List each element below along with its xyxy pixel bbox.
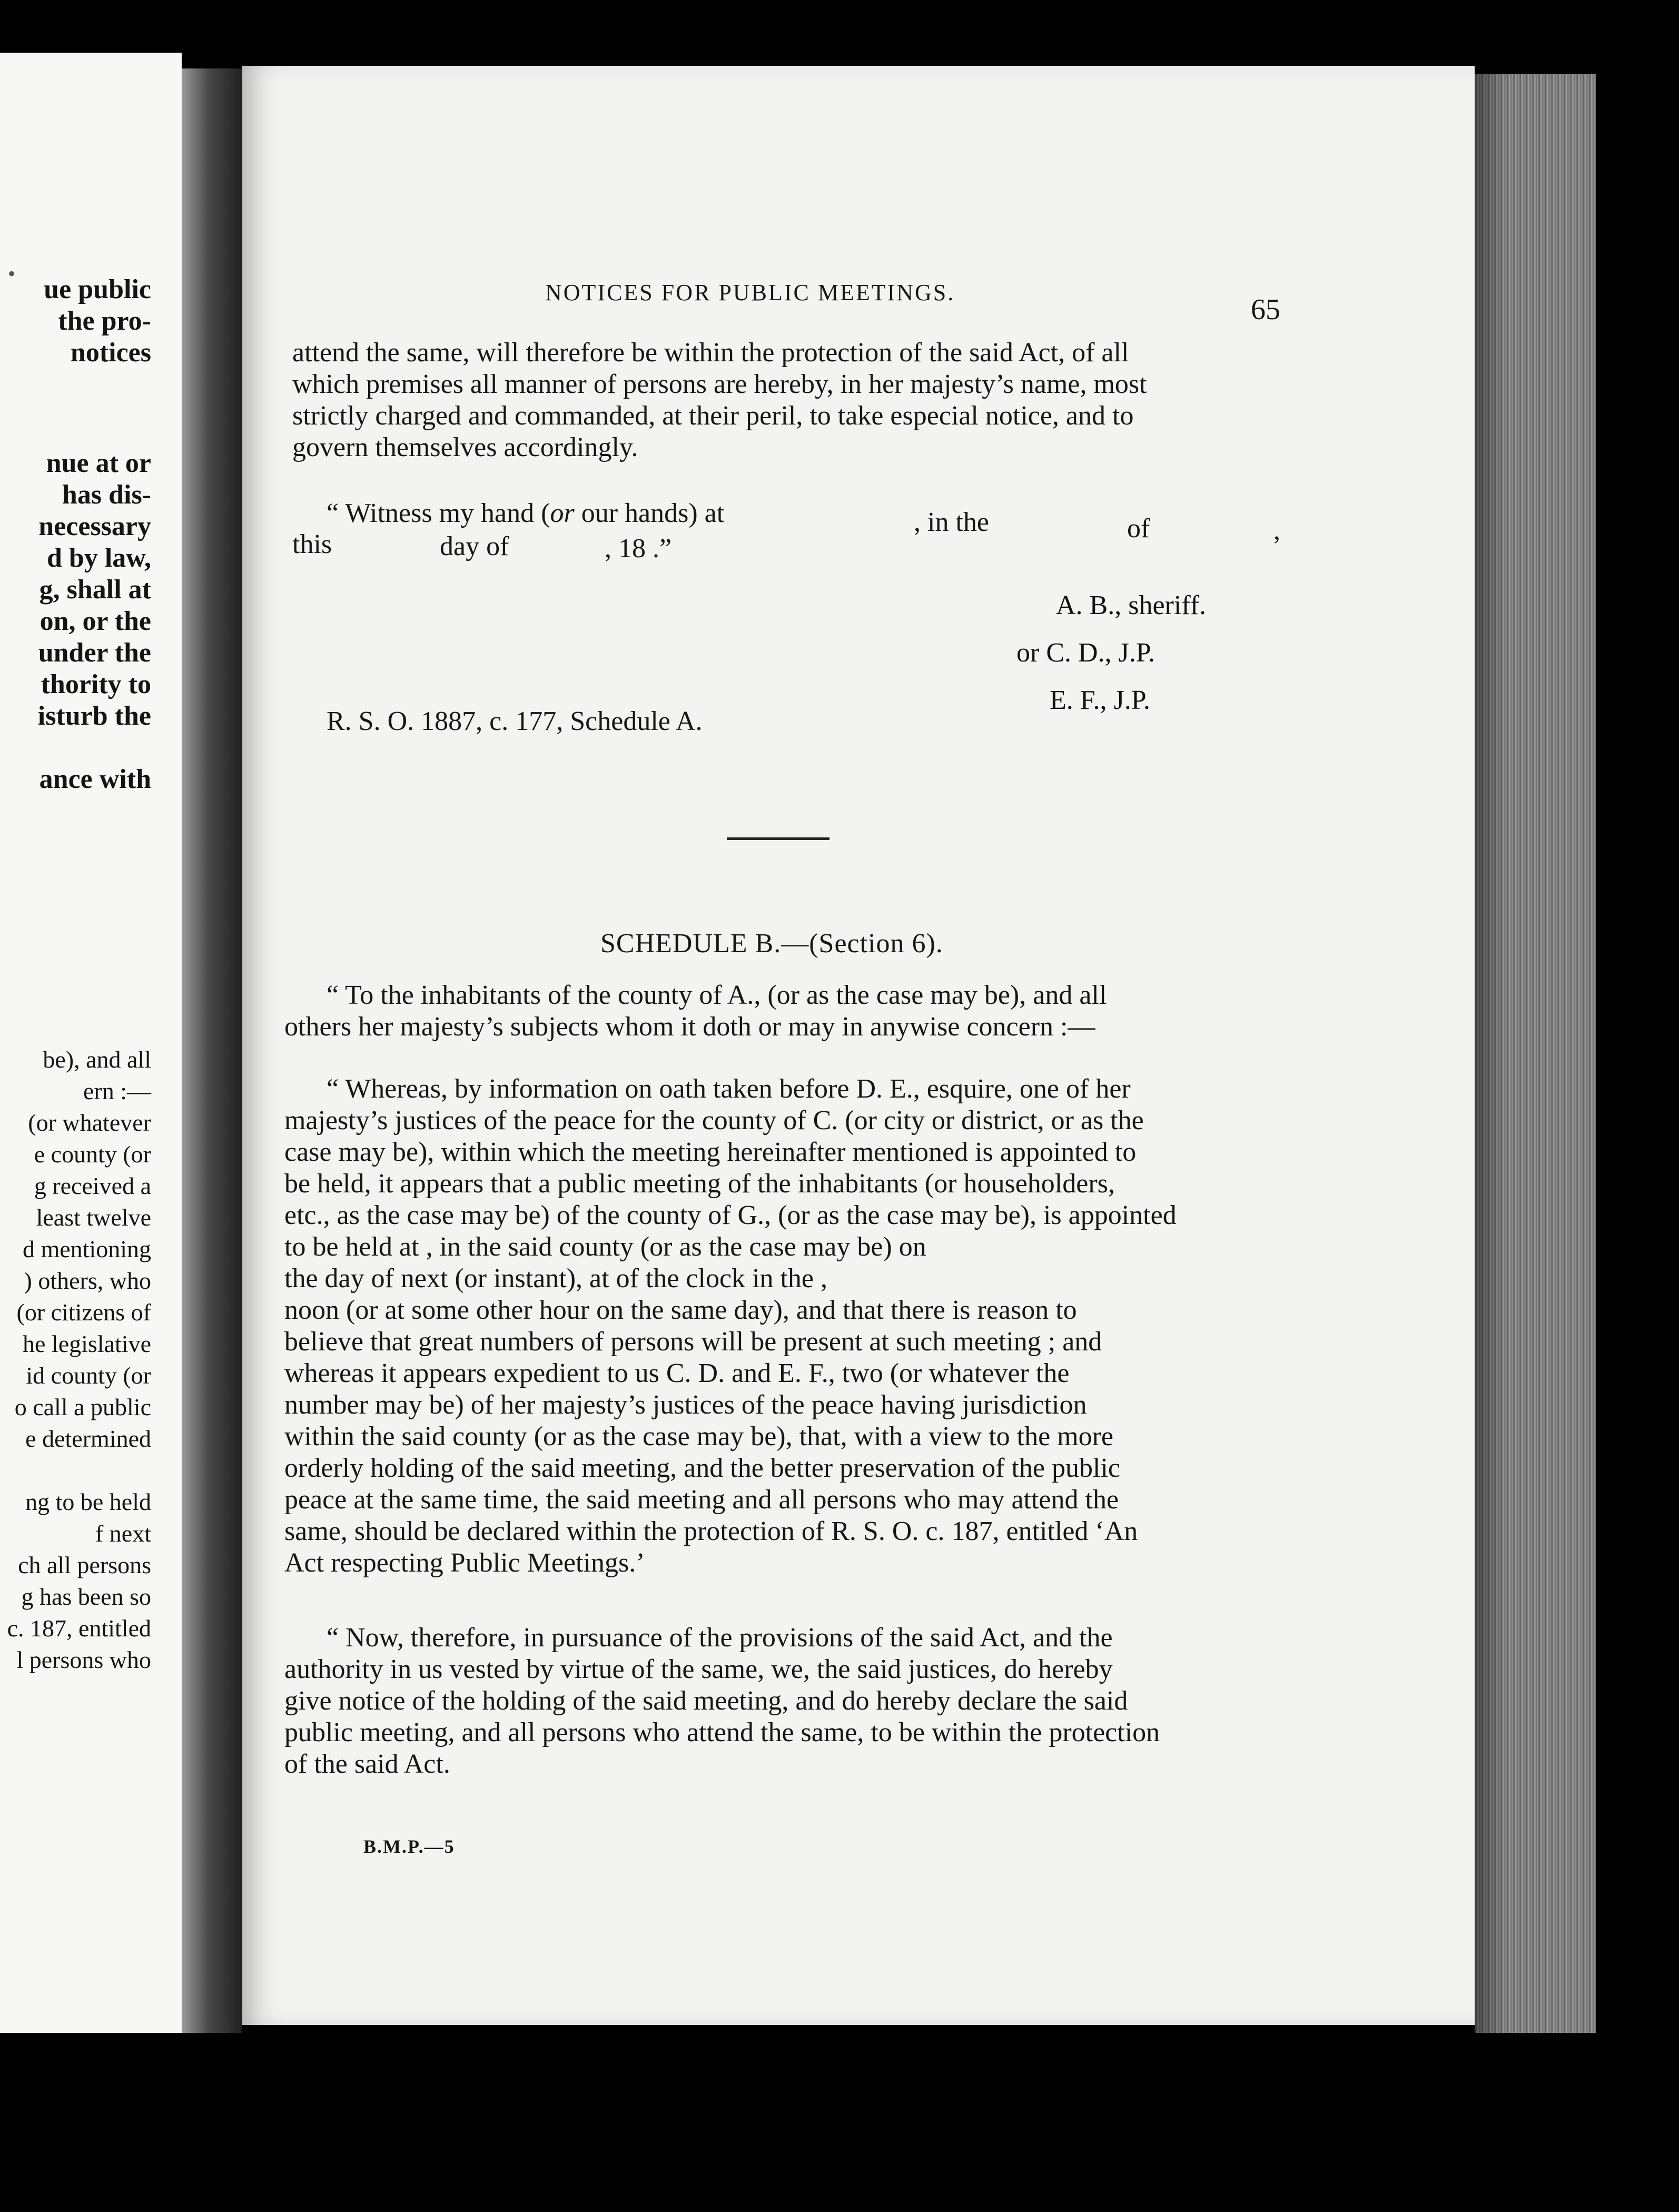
now-therefore-line: public meeting, and all persons who attend the same, to be within the protection: [284, 1717, 1160, 1747]
witness-comma: ,: [1273, 516, 1280, 546]
left-page-line: o call a public: [14, 1394, 151, 1420]
now-therefore-line: “ Now, therefore, in pursuance of the provisions of the said Act, and the: [327, 1623, 1113, 1653]
witness-line: [327, 498, 724, 529]
whereas-line: etc., as the case may be) of the county of G., (or as the case may be), is appointed: [284, 1200, 1177, 1230]
address-line: others her majesty’s subjects whom it doth or may in anywise concern :—: [284, 1012, 1095, 1042]
left-page-line: ) others, who: [24, 1267, 151, 1294]
continuation-line: which premises all manner of persons are hereby, in her majesty’s name, most: [292, 369, 1147, 399]
whereas-line: number may be) of her majesty’s justices of the peace having jurisdiction: [284, 1390, 1087, 1420]
witness-year: , 18 .”: [605, 534, 672, 564]
schedule-b-heading: SCHEDULE B.—(Section 6).: [600, 929, 943, 959]
left-page-line: l persons who: [16, 1646, 151, 1673]
left-page-mark: •: [8, 262, 16, 285]
witness-text-a: “ Witness my hand (: [327, 498, 550, 528]
statute-citation: R. S. O. 1887, c. 177, Schedule A.: [327, 706, 703, 736]
page-edge-shadow: [1475, 74, 1506, 2033]
section-divider: [727, 837, 829, 840]
now-therefore-line: give notice of the holding of the said meeting, and do hereby declare the said: [284, 1686, 1128, 1716]
left-page-line: on, or the: [39, 606, 151, 636]
whereas-line: case may be), within which the meeting hereinafter mentioned is appointed to: [284, 1137, 1137, 1167]
left-page-line: ch all persons: [18, 1552, 151, 1578]
book-gutter: [182, 68, 242, 2033]
whereas-line: majesty’s justices of the peace for the county of C. (or city or district, or as the: [284, 1105, 1144, 1135]
whereas-line: whereas it appears expedient to us C. D. and E. F., two (or whatever the: [284, 1358, 1070, 1388]
running-head: NOTICES FOR PUBLIC MEETINGS.: [545, 280, 955, 305]
whereas-line: the day of next (or instant), at of the clock in the ,: [284, 1263, 828, 1293]
left-page-line: ern :—: [83, 1078, 151, 1104]
signature-sheriff: A. B., sheriff.: [1056, 590, 1207, 620]
left-page-line: e county (or: [34, 1141, 151, 1168]
left-page-line: ng to be held: [25, 1488, 151, 1515]
continuation-line: attend the same, will therefore be within the protection of the said Act, of all: [292, 338, 1129, 368]
left-page: [0, 53, 182, 2033]
now-therefore-line: of the said Act.: [284, 1749, 450, 1779]
continuation-line: govern themselves accordingly.: [292, 432, 638, 462]
left-page-line: ance with: [39, 764, 151, 794]
left-page-line: g received a: [34, 1172, 151, 1199]
left-page-line: id county (or: [26, 1362, 151, 1389]
left-page-line: least twelve: [36, 1204, 151, 1231]
left-page-line: (or citizens of: [16, 1299, 151, 1326]
left-page-line: the pro-: [58, 306, 151, 336]
left-page-line: thority to: [41, 669, 151, 699]
now-therefore-line: authority in us vested by virtue of the same, we, the said justices, do hereby: [284, 1654, 1113, 1684]
continuation-line: strictly charged and commanded, at their peril, to take especial notice, and to: [292, 401, 1134, 431]
left-page-line: ue public: [44, 274, 151, 304]
whereas-line: orderly holding of the said meeting, and the better preservation of the public: [284, 1453, 1120, 1483]
left-page-line: nue at or: [46, 448, 151, 478]
left-page-line: (or whatever: [28, 1109, 151, 1136]
whereas-line: believe that great numbers of persons will be present at such meeting ; and: [284, 1327, 1102, 1357]
whereas-line: Act respecting Public Meetings.’: [284, 1548, 645, 1578]
left-page-line: c. 187, entitled: [7, 1615, 151, 1642]
left-page-line: has dis-: [62, 480, 151, 510]
left-page-line: notices: [70, 338, 151, 368]
signature-jp-2: E. F., J.P.: [1050, 685, 1150, 715]
whereas-line: be held, it appears that a public meeting of the inhabitants (or householders,: [284, 1169, 1115, 1199]
left-page-line: d mentioning: [22, 1236, 151, 1262]
left-page-line: be), and all: [43, 1046, 151, 1073]
whereas-line: within the said county (or as the case may be), that, with a view to the more: [284, 1421, 1113, 1451]
signature-mark: B.M.P.—5: [363, 1836, 455, 1857]
left-page-line: under the: [38, 638, 151, 668]
witness-or: or: [550, 498, 575, 528]
witness-of: of: [1127, 514, 1150, 544]
whereas-line: to be held at , in the said county (or as the case may be) on: [284, 1232, 926, 1262]
left-page-line: isturb the: [37, 701, 151, 731]
witness-this: this: [292, 529, 332, 559]
left-page-line: he legislative: [23, 1330, 151, 1357]
whereas-line: peace at the same time, the said meeting and all persons who may attend the: [284, 1485, 1119, 1515]
left-page-line: f next: [95, 1520, 151, 1547]
witness-text-b: our hands) at: [574, 498, 725, 528]
left-page-line: g has been so: [21, 1583, 151, 1610]
left-page-line: g, shall at: [39, 575, 151, 605]
address-line: “ To the inhabitants of the county of A., (or as the case may be), and all: [327, 980, 1107, 1010]
left-page-line: necessary: [38, 511, 151, 541]
witness-in-the: , in the: [914, 507, 989, 537]
page-number: 65: [1251, 293, 1280, 326]
whereas-line: same, should be declared within the protection of R. S. O. c. 187, entitled ‘An: [284, 1516, 1138, 1546]
whereas-line: “ Whereas, by information on oath taken before D. E., esquire, one of her: [327, 1074, 1131, 1104]
witness-day-of: day of: [440, 531, 509, 561]
whereas-line: noon (or at some other hour on the same day), and that there is reason to: [284, 1295, 1077, 1325]
signature-jp-1: or C. D., J.P.: [1016, 638, 1155, 668]
left-page-line: d by law,: [47, 543, 151, 573]
left-page-line: e determined: [25, 1425, 151, 1452]
